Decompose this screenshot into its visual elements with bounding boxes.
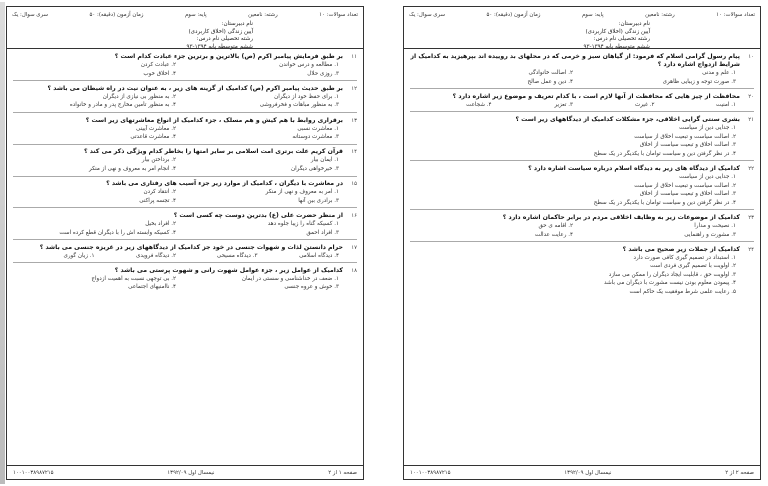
exam-line: ششم متوسطه پایه ۱۳۹۴-۹۳ (583, 43, 650, 50)
option[interactable]: ۳. دیدگاه مسیحی (216, 252, 258, 259)
footer-page: صفحه ۲ از ۲ (725, 469, 754, 476)
footer-code: ۱۰۰۱۰۰۳۸۹۸۷۲۱۵ (13, 469, 54, 476)
option[interactable]: ۲. اصالت خانوادگی (528, 70, 573, 76)
option[interactable]: ۴. دین و عمل صالح (527, 78, 573, 85)
question-text: ۱۸ کدامیک از عوامل زیر ، جزء عوامل شهوت رانی و شهوت پرستی می باشد ؟ (114, 266, 357, 274)
option-list (13, 61, 357, 78)
footer-date: نیمسال اول ۱۳۹۲/۰۹ (167, 469, 215, 476)
sheet-header (404, 7, 760, 49)
question (13, 85, 357, 113)
option[interactable]: ۲. اقامه ی حق (538, 222, 573, 229)
option[interactable]: ۴. ناامنیهای اجتماعی (128, 284, 176, 291)
option[interactable]: ۱. استبداد در تصمیم گیری کافی صورت دارد (633, 254, 736, 261)
option[interactable]: ۳. خوش و عروه جنسی (284, 284, 339, 291)
option[interactable]: ۱. ایمان بیار (310, 157, 339, 164)
footer-page: صفحه ۱ از ۲ (328, 469, 357, 476)
option[interactable]: ۲. معاشرت آیینی (136, 125, 176, 132)
question-text: ۱۶ از منظر حضرت علی (ع) بدترین دوست چه کسی است ؟ (173, 211, 357, 219)
sheet-header (7, 7, 363, 49)
question-text: ۱۰ پیام رسول گرامی اسلام که فرمود: از گیاهان سبز و خرمی که در محلهای بد روییده اند بپرهیزید به کدامیک از شرایط ازدواج اشاره دارد ؟ (410, 53, 754, 68)
question-text: ۱۷ حرام دانستن لذات و شهوات جنسی در خود جز کدامیک از دیدگاههای زیر در غریزه جنسی می باشد ؟ (39, 243, 357, 251)
question (13, 267, 357, 292)
option[interactable]: ۴. انجام امر به معروف و نهی از منکر (89, 165, 176, 172)
option[interactable]: ۴. دیدگاه اسلامی (299, 252, 339, 259)
option[interactable]: ۲. عبادت کردن (140, 62, 176, 68)
question-text: ۱۵ در معاشرت با دیگران ، کدامیک از موارد زیر جزء آسیب های رفتاری می باشد ؟ (106, 180, 357, 188)
option[interactable]: ۱. برای حفظ خود از دیگران (274, 93, 339, 100)
question-text: ۱۴ قرآن کریم علت برتری امت اسلامی بر سایر امتها را بخاطر کدام ویژگی ذکر می کند ؟ (83, 148, 357, 156)
sheet-footer (7, 465, 363, 479)
question (410, 214, 754, 242)
option[interactable]: ۲. انتقاد کردن (143, 189, 176, 196)
option[interactable]: ۴. شجاعت (466, 101, 492, 108)
question (410, 93, 754, 113)
option[interactable]: ۱. کسیکه گناه را زیبا جلوه دهد (267, 220, 339, 227)
question-text: ۱۳ برقراری روابط با هم کیش و هم مسلک ، جزء کدامیک از انواع معاشرتهای زیر است ؟ (85, 116, 357, 124)
option[interactable]: ۴. در نظر گرفتن دین و سیاست توامان با یکدیگر در یک سطح (593, 150, 736, 157)
question-number: ۱۲ (351, 85, 357, 92)
option-list (410, 69, 754, 86)
option[interactable]: ۳. افراد احمق (306, 229, 339, 236)
question-number: ۲۴ (748, 246, 754, 253)
option[interactable]: ۱. امنیت (716, 101, 736, 108)
option[interactable]: ۲. اولویت با تصمیم گیری فردی است (650, 263, 736, 270)
question (13, 148, 357, 176)
question-text: ۲۴ کدامیک از جملات زیر صحیح می باشد ؟ (622, 245, 754, 253)
question-number: ۲۲ (748, 165, 754, 172)
question (13, 53, 357, 81)
option[interactable]: ۲. اصالت سیاست و تبعیت اخلاق از سیاست (634, 133, 736, 140)
question-number: ۲۰ (748, 93, 754, 100)
header-course-block (187, 21, 253, 51)
option[interactable]: ۱. نصیحت و مدارا (694, 222, 736, 229)
question-list (7, 49, 363, 292)
option[interactable]: ۵. رعایت علمی شرط موفقیت یک حاکم است (629, 289, 736, 296)
question-text: ۲۳ کدامیک از موضوعات زیر به وظایف اخلاقی مردم در برابر حاکمان اشاره دارد ؟ (502, 213, 754, 221)
question-number: ۱۳ (351, 117, 357, 124)
question-text: ۲۲ کدامیک از دیدگاه های زیر به دیدگاه اسلام درباره سیاست اشاره دارد ؟ (528, 164, 754, 172)
question-text: ۱۲ بر طبق حدیث پیامبر اکرم (ص) کدامیک از گزینه های زیر ، به عنوان نیت در راه شیطان می باشد ؟ (47, 84, 357, 92)
option[interactable]: ۱. جدایی دین از سیاست (679, 173, 736, 180)
option[interactable]: ۳. صورت توجه و زیبایی ظاهری (662, 78, 736, 85)
question-number: ۱۱ (351, 54, 357, 60)
question-number: ۲۱ (748, 116, 754, 123)
question-count: تعداد سوالات: ۱۰ (319, 11, 358, 18)
question-number: ۱۸ (351, 267, 357, 274)
question (410, 246, 754, 297)
option-list (410, 222, 754, 239)
question (13, 180, 357, 208)
option-list (410, 101, 754, 110)
name-line: رشته تحصیلی نام درس: (196, 36, 253, 43)
binder-edge (0, 2, 5, 484)
course-title: آیین زندگی (اخلاق کاربردی) (188, 28, 253, 35)
question-text: ۲۰ محافظت از چیز هایی که محافظت از آنها لازم است ، با کدام تعریف و موضوع زیر اشاره دارد ؟ (452, 92, 754, 100)
question-number: ۱۰ (748, 54, 754, 60)
option[interactable]: ۴. به منظور تأمین مخارج پدر و مادر و خانواده (69, 102, 176, 109)
option[interactable]: ۳. برادری بین آنها (298, 197, 339, 204)
option[interactable]: ۲. بی توجهی نسبت به اهمیت ازدواج (91, 275, 176, 282)
question-text: ۱۱ بر طبق فرمایش پیامبر اکرم (ص) بالاترین و برترین جزء عبادت کدام است ؟ (114, 53, 357, 60)
exam-sheet-page-2 (403, 6, 761, 480)
course-title: آیین زندگی (اخلاق کاربردی) (585, 28, 650, 35)
option[interactable]: ۳. تعزیر (554, 101, 573, 108)
option[interactable]: ۱. جدایی دین از سیاست (679, 124, 736, 131)
option[interactable]: ۱. امر به معروف و نهی از منکر (265, 189, 339, 196)
option[interactable]: ۳. معاشرت دوستانه (292, 134, 339, 141)
option[interactable]: ۴. تجسه پراکنی (139, 197, 176, 204)
question-number: ۱۴ (351, 149, 357, 156)
question (13, 244, 357, 264)
exam-sheet-page-1 (6, 6, 364, 480)
option[interactable]: ۳. مشورت و راهنمایی (684, 231, 736, 238)
question-number: ۱۵ (351, 181, 357, 188)
option[interactable]: ۳. اصالت اخلاق و تبعیت سیاست از اخلاق (639, 142, 736, 149)
question-text: ۲۱ بشری سنتی گرایی اخلاقی، جزء مشکلات کدامیک از دیدگاههای زیر است ؟ (515, 115, 754, 123)
question-count: تعداد سوالات: ۱۰ (716, 11, 755, 18)
option[interactable]: ۱. معاشرت نسبی (297, 125, 339, 132)
option[interactable]: ۳. روزی حلال (307, 70, 339, 77)
option[interactable]: ۲. افراد بخیل (145, 220, 176, 227)
question-series: سری سوال: یک (12, 11, 49, 18)
option-list (13, 252, 357, 261)
exam-duration: زمان آزمون (دقیقه): ۵۰ (486, 11, 541, 18)
option-list (13, 188, 357, 205)
exam-duration: زمان آزمون (دقیقه): ۵۰ (89, 11, 144, 18)
option-list (13, 125, 357, 142)
option[interactable]: ۲. به منظور بی نیازی از دیگران (102, 93, 176, 100)
question-list (404, 49, 760, 297)
option[interactable]: ۴. پیمودن معلوم بودن نیست مشورت با دیگران می باشد (604, 280, 736, 287)
school-line: نام دبیرستان: (618, 21, 650, 27)
option[interactable]: ۴. معاشرت قاعدتی (130, 134, 176, 141)
option-list (410, 173, 754, 207)
option[interactable]: ۱. زیان گوری (63, 252, 95, 259)
option-list (410, 254, 754, 297)
sheet-footer (404, 465, 760, 479)
option[interactable]: ۴. کسیکه وابسته اش را با دیگران قطع کرده است (59, 229, 176, 236)
question (410, 165, 754, 210)
field: رشته: نامعین (645, 11, 675, 18)
question (13, 117, 357, 145)
header-course-block (584, 21, 650, 51)
option-list (410, 124, 754, 158)
question-number: ۲۳ (748, 214, 754, 221)
question (410, 53, 754, 89)
grade: پایه: سوم (184, 11, 207, 18)
option[interactable]: ۲. اصالت سیاست و تبعیت اخلاق از سیاست (634, 182, 736, 189)
option[interactable]: ۳. خیرخواهی دیگران (291, 165, 339, 172)
option[interactable]: ۱. علم و مدنی (702, 70, 736, 76)
question (13, 212, 357, 240)
option[interactable]: ۳. به منظور مباهات و فخرفروشی (259, 102, 339, 109)
footer-code: ۱۰۰۱۰۰۳۸۹۸۷۲۱۵ (410, 469, 451, 476)
option[interactable]: ۴. در نظر گرفتن دین و سیاست توامان با یکدیگر در یک سطح (593, 199, 736, 206)
header-info-row (409, 10, 755, 19)
grade: پایه: سوم (581, 11, 604, 18)
question-number: ۱۶ (351, 212, 357, 219)
option[interactable]: ۱. مطالعه و درس خواندن (279, 62, 339, 68)
option[interactable]: ۳. اصالت اخلاق و تبعیت سیاست از اخلاق (639, 191, 736, 198)
option-list (13, 275, 357, 292)
exam-line: ششم متوسطه پایه ۱۳۹۴-۹۳ (186, 43, 253, 50)
school-line: نام دبیرستان: (221, 21, 253, 27)
option[interactable]: ۳. اولویت حق ، قابلیت ایجاد دیگران را ممکن می سازد (608, 271, 736, 278)
option-list (13, 93, 357, 110)
option[interactable]: ۲. برداختن بیار (141, 157, 176, 164)
question-number: ۱۷ (351, 244, 357, 251)
option-list (13, 156, 357, 173)
question-series: سری سوال: یک (409, 11, 446, 18)
header-info-row (12, 10, 358, 19)
option[interactable]: ۲. غیرت (634, 101, 655, 108)
option-list (13, 220, 357, 237)
option[interactable]: ۴. رعایت عدالت (534, 231, 573, 238)
option[interactable]: ۱. ضعف در خداشناسی و سستی در ایمان (241, 275, 339, 282)
name-line: رشته تحصیلی نام درس: (593, 36, 650, 43)
option[interactable]: ۴. اخلاق خوب (143, 70, 176, 77)
field: رشته: نامعین (248, 11, 278, 18)
option[interactable]: ۲. دیدگاه فرویدی (136, 252, 176, 259)
footer-date: نیمسال اول ۱۳۹۲/۰۹ (564, 469, 612, 476)
question (410, 116, 754, 161)
